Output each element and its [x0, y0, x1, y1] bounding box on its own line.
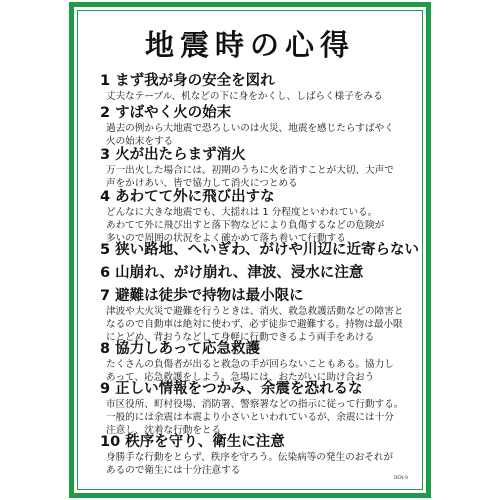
guideline-heading: 3 火が出たらまず消火	[100, 147, 246, 163]
sign-title: 地震時の心得	[144, 28, 355, 62]
guideline-heading: 9 正しい情報をつかみ、余震を恐れるな	[100, 381, 363, 397]
guideline-item-7	[100, 288, 412, 345]
guideline-text: たくさんの負傷者が出ると救急の手が回らないこともある。協力し	[106, 359, 394, 370]
guideline-text: 火の始末をする	[106, 136, 174, 148]
guideline-text: 一般的には余震は本震より小さいといわれているが、余震には十分	[106, 412, 394, 424]
guideline-item-8	[100, 341, 412, 384]
guideline-text: 津波や大火災で避難を行うときは、消火、救急救護活動などの障害と	[106, 306, 404, 317]
guideline-text: あわてて外に飛び出すと落下物などにより負傷するなどの危険が	[106, 220, 385, 232]
guideline-heading: 10 秩序を守り、衛生に注意	[100, 434, 285, 450]
product-code: DEN-9	[393, 476, 408, 481]
guideline-item-5	[100, 242, 420, 259]
guideline-item-1	[100, 73, 412, 103]
guideline-item-4	[100, 189, 412, 246]
guideline-text: あって、応急救護をしよう。急場には、おたがいに助け合おう	[106, 372, 375, 384]
guideline-text: どんなに大きな地震でも、大揺れは 1 分程度といわれている。	[106, 207, 378, 218]
guideline-text: 万一出火した場合には、初期のうちに火を消すことが大切、大声で	[106, 165, 394, 176]
guideline-text: 過去の例から大地震で恐ろしいのは火災、地震を感じたらすばやく	[106, 123, 394, 134]
guideline-text: なるので自動車は絶対に使わず、必ず徒歩で避難する。持物は最小限	[106, 319, 403, 331]
guideline-item-6	[100, 265, 412, 282]
guideline-text: 市区役所、町村役場、消防署、警察署などの指示に従って行動する。	[106, 399, 404, 410]
guideline-text: 多いので周囲の状況をよく確かめて落ち着いて行動する	[106, 233, 346, 245]
guideline-heading: 7 避難は徒歩で持物は最小限に	[100, 288, 304, 304]
guideline-item-9	[100, 381, 412, 438]
guideline-text: 注意し、沈着な行動をとる	[106, 425, 222, 437]
guideline-item-2	[100, 105, 412, 148]
guideline-heading: 5 狭い路地、へいぎわ、がけや川辺に近寄らない	[100, 242, 420, 258]
guideline-heading: 8 協力しあって応急救護	[100, 341, 260, 357]
guideline-text: 丈夫なテーブル、机などの下に身をかくし、しばらく様子をみる	[106, 91, 383, 102]
guideline-text: あるので衛生には十分注意する	[106, 465, 241, 477]
guideline-text: にとどめ、背おうなどして身軽に行動できるよう両手をあける	[106, 332, 375, 344]
guideline-item-3	[100, 147, 412, 190]
guideline-text: 声をかけあい、皆で協力して消火につとめる	[106, 178, 298, 190]
earthquake-guideline-sign	[69, 2, 431, 498]
guideline-heading: 1 まず我が身の安全を図れ	[100, 73, 275, 89]
guideline-text: 身勝手な行動をとらず、秩序を守ろう。伝染病等の発生のおそれが	[106, 452, 394, 463]
guideline-heading: 2 すばやく火の始末	[100, 105, 232, 121]
guideline-heading: 4 あわてて外に飛び出すな	[100, 189, 275, 205]
guideline-heading: 6 山崩れ、がけ崩れ、津波、浸水に注意	[100, 265, 364, 281]
guideline-item-10	[100, 434, 412, 477]
